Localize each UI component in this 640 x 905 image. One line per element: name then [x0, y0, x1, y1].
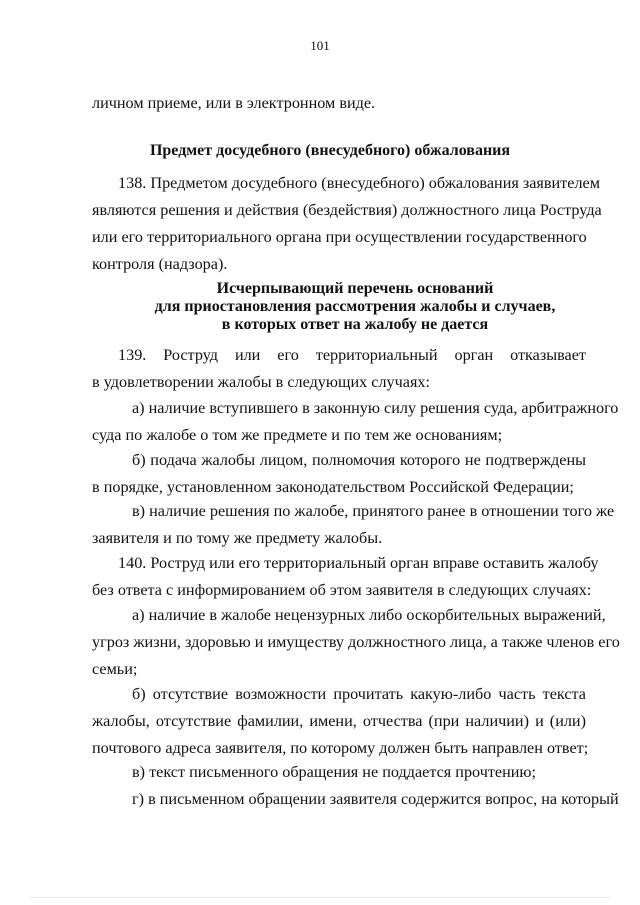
- page-edge-divider: [30, 897, 610, 898]
- paragraph-140-d: [92, 786, 619, 813]
- paragraph-140: [92, 550, 599, 604]
- text-line: жалобы, отсутствие фамилии, имени, отчества (при наличии) и (или): [92, 712, 586, 730]
- text-line: в) наличие решения по жалобе, принятого ранее в отношении того же: [132, 502, 615, 520]
- paragraph-140-a: [92, 602, 620, 683]
- text-line: в удовлетворении жалобы в следующих случаях:: [92, 373, 430, 391]
- heading-line: в которых ответ на жалобу не дается: [221, 316, 489, 333]
- text-line: угроз жизни, здоровью и имуществу должностного лица, а также членов его: [92, 633, 620, 651]
- text-line: 139. Роструд или его территориальный орган отказывает: [118, 346, 586, 364]
- text-line: без ответа с информированием об этом заявителя в следующих случаях:: [92, 581, 592, 599]
- text-line: суда по жалобе о том же предмете и по тем же основаниям;: [92, 426, 503, 444]
- text-line: личном приеме, или в электронном виде.: [92, 94, 376, 112]
- paragraph-138: [92, 170, 602, 278]
- paragraph-139-b: [92, 447, 586, 501]
- paragraph-140-b: [92, 681, 589, 762]
- text-line: контроля (надзора).: [92, 255, 228, 273]
- text-line: или его территориального органа при осуществлении государственного: [92, 228, 587, 246]
- text-line: почтового адреса заявителя, по которому должен быть направлен ответ;: [92, 739, 589, 757]
- heading-line: Исчерпывающий перечень оснований: [216, 280, 494, 297]
- text-line: семьи;: [92, 660, 138, 678]
- paragraph-139: [92, 342, 586, 396]
- section-heading-refusal-grounds: [140, 280, 570, 334]
- heading-line: Предмет досудебного (внесудебного) обжалования: [149, 142, 511, 159]
- paragraph-140-c: [92, 759, 586, 786]
- text-line: в) текст письменного обращения не поддается прочтению;: [132, 763, 537, 781]
- text-line: 138. Предметом досудебного (внесудебного) обжалования заявителем: [118, 174, 600, 192]
- section-heading-appeal-subject: [120, 142, 540, 160]
- text-line: являются решения и действия (бездействия) должностного лица Роструда: [92, 201, 602, 219]
- text-line: б) отсутствие возможности прочитать какую-либо часть текста: [132, 685, 586, 703]
- text-line: б) подача жалобы лицом, полномочия которого не подтверждены: [132, 451, 586, 469]
- page-number: 101: [310, 38, 330, 53]
- text-line: 140. Роструд или его территориальный орган вправе оставить жалобу: [118, 554, 599, 572]
- heading-line: для приостановления рассмотрения жалобы и случаев,: [154, 298, 556, 315]
- text-line: а) наличие в жалобе нецензурных либо оскорбительных выражений,: [132, 606, 606, 624]
- text-line: г) в письменном обращении заявителя содержится вопрос, на который: [132, 790, 619, 808]
- text-line: в порядке, установленном законодательством Российской Федерации;: [92, 478, 574, 496]
- text-line: заявителя и по тому же предмету жалобы.: [92, 529, 383, 547]
- intro-paragraph: [92, 90, 586, 117]
- text-line: а) наличие вступившего в законную силу решения суда, арбитражного: [132, 399, 619, 417]
- paragraph-139-c: [92, 498, 615, 552]
- paragraph-139-a: [92, 395, 619, 449]
